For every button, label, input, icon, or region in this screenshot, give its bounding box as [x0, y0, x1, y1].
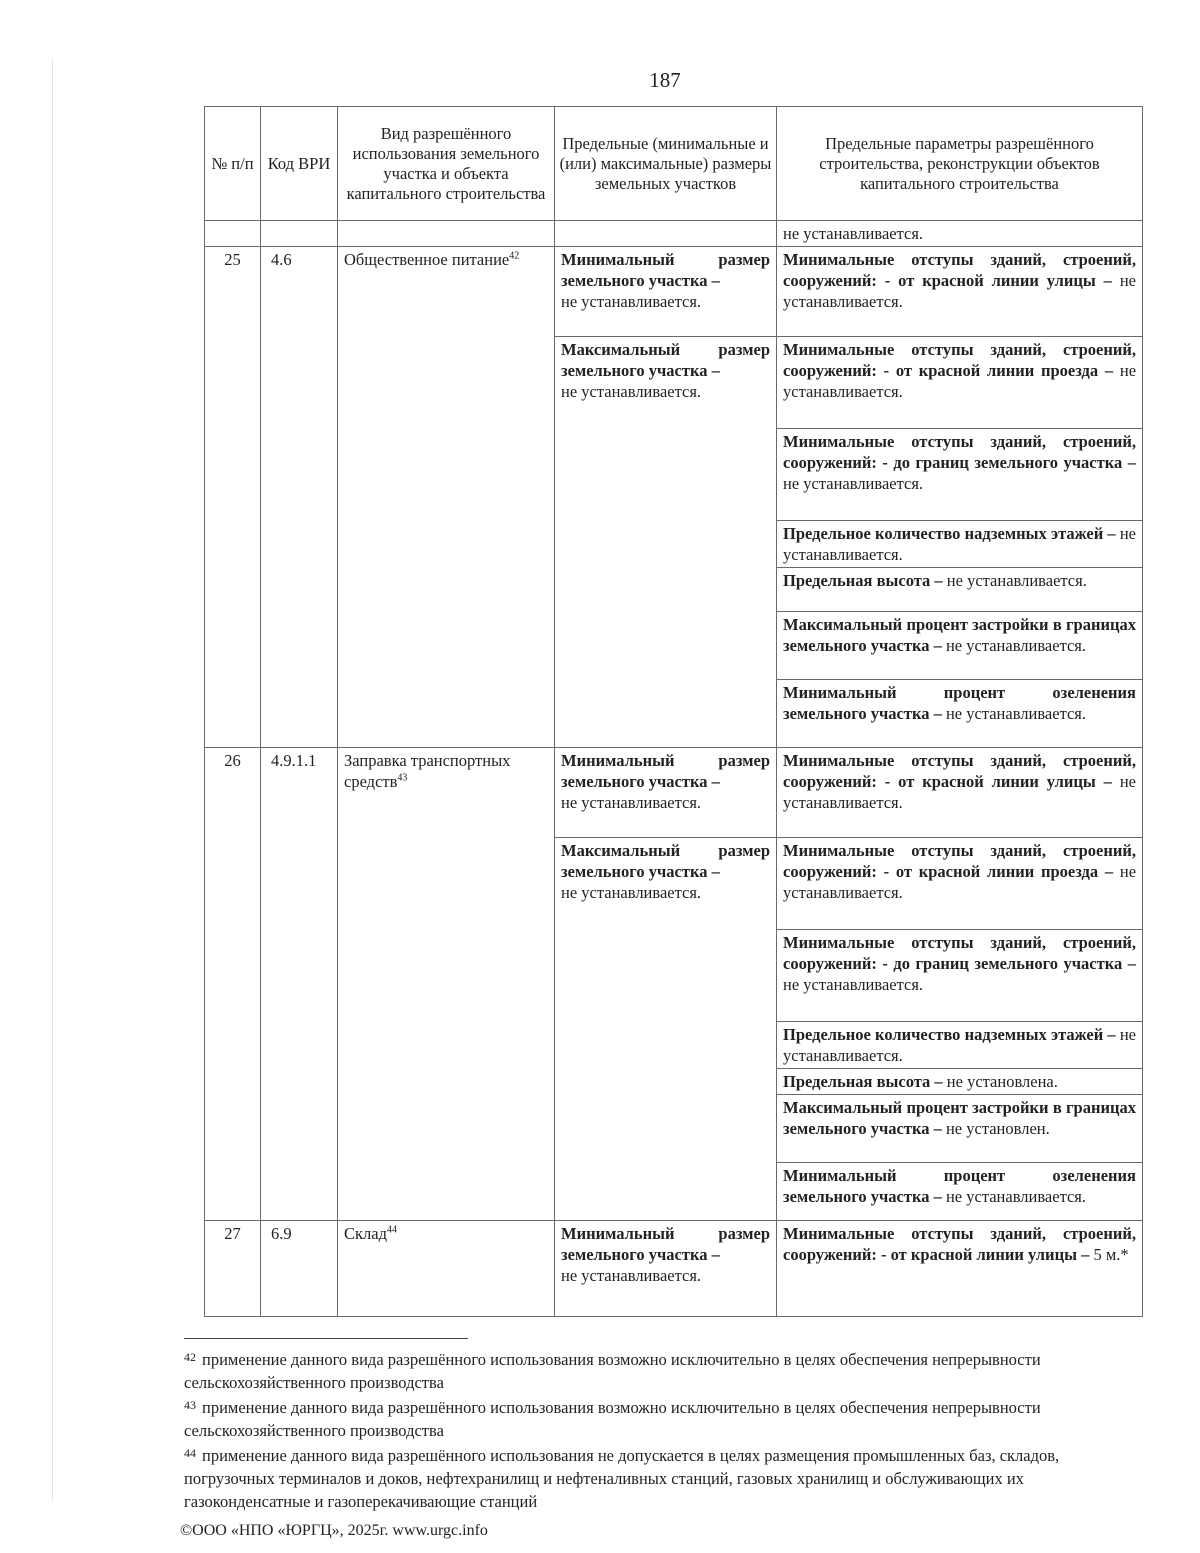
- parameter-label: Предельное количество надземных этажей –: [783, 524, 1116, 543]
- parameter-value: не устанавливается.: [945, 704, 1087, 723]
- max-size-value: не устанавливается.: [561, 382, 702, 401]
- min-size-label: Минимальный размер земельного участка –: [561, 1224, 770, 1264]
- header-code: Код ВРИ: [261, 107, 338, 221]
- use-type-name: Склад: [344, 1224, 387, 1243]
- row-use-type: [338, 247, 555, 748]
- parameter-cell: [777, 748, 1143, 838]
- min-size-label: Минимальный размер земельного участка –: [561, 250, 770, 290]
- max-size-cell: [555, 337, 777, 748]
- parameter-label: Минимальные отступы зданий, строений, сооружений: - от красной линии улицы –: [783, 250, 1136, 290]
- footnote: [184, 1348, 1104, 1394]
- table-row: [205, 1221, 1143, 1317]
- footnote: [184, 1396, 1104, 1442]
- table-row: [205, 748, 1143, 838]
- parameter-cell: [777, 521, 1143, 568]
- parameter-cell: [777, 247, 1143, 337]
- parameter-label: Максимальный процент застройки в границах земельного участка –: [783, 615, 1136, 655]
- parameter-label: Предельное количество надземных этажей –: [783, 1025, 1116, 1044]
- header-type: Вид разрешённого использования земельного участка и объекта капитального строительства: [338, 107, 555, 221]
- min-size-value: не устанавливается.: [561, 1266, 702, 1285]
- parameter-label: Минимальные отступы зданий, строений, сооружений: - до границ земельного участка –: [783, 933, 1136, 973]
- row-code: 4.6: [261, 247, 338, 748]
- carry-over-text: не устанавливается.: [777, 221, 1143, 247]
- parameter-cell: [777, 612, 1143, 680]
- min-size-cell: [555, 748, 777, 838]
- parameter-label: Минимальный процент озеленения земельного участка –: [783, 683, 1136, 723]
- zoning-parameters-table: [204, 106, 1143, 1317]
- footnotes: [184, 1348, 1104, 1515]
- parameter-label: Предельная высота –: [783, 1072, 943, 1091]
- parameter-value: 5 м.*: [1093, 1245, 1129, 1264]
- footnote-number: 42: [184, 1350, 196, 1364]
- parameter-value: не установлен.: [945, 1119, 1050, 1138]
- min-size-label: Минимальный размер земельного участка –: [561, 751, 770, 791]
- parameter-value: не устанавливается.: [945, 1187, 1087, 1206]
- footnote-text: применение данного вида разрешённого использования возможно исключительно в целях обеспечения непрерывности сельскохозяйственного производства: [184, 1350, 1041, 1392]
- footnote-ref: 43: [397, 772, 408, 784]
- parameter-value: не устанавливается.: [783, 361, 1137, 401]
- parameter-value: не устанавливается.: [783, 271, 1136, 311]
- parameter-label: Предельная высота –: [783, 571, 943, 590]
- page-number: 187: [649, 68, 681, 92]
- parameter-value: не устанавливается.: [946, 571, 1087, 590]
- parameter-cell: [777, 680, 1143, 748]
- parameter-cell: [777, 1069, 1143, 1095]
- header-sizes: Предельные (минимальные и (или) максимальные) размеры земельных участков: [555, 107, 777, 221]
- use-type-name: Общественное питание: [344, 250, 510, 269]
- parameter-value: не устанавливается.: [945, 636, 1087, 655]
- parameter-label: Минимальные отступы зданий, строений, сооружений: - от красной линии проезда –: [783, 340, 1136, 380]
- header-params: Предельные параметры разрешённого строительства, реконструкции объектов капитального строительства: [777, 107, 1143, 221]
- row-number: 26: [205, 748, 261, 1221]
- parameter-cell: [777, 1163, 1143, 1221]
- max-size-cell: [555, 838, 777, 1221]
- row-number: 25: [205, 247, 261, 748]
- table-body: [205, 247, 1143, 1317]
- row-code: 4.9.1.1: [261, 748, 338, 1221]
- parameter-value: не устанавливается.: [783, 474, 924, 493]
- header-num: № п/п: [205, 107, 261, 221]
- parameter-label: Минимальные отступы зданий, строений, сооружений: - от красной линии проезда –: [783, 841, 1136, 881]
- parameter-value: не устанавливается.: [783, 975, 924, 994]
- max-size-label: Максимальный размер земельного участка –: [561, 340, 770, 380]
- parameter-value: не устанавливается.: [783, 772, 1136, 812]
- parameter-label: Минимальные отступы зданий, строений, сооружений: - до границ земельного участка –: [783, 432, 1136, 472]
- parameter-value: не установлена.: [946, 1072, 1058, 1091]
- parameter-cell: [777, 930, 1143, 1022]
- footnote-text: применение данного вида разрешённого использования возможно исключительно в целях обеспечения непрерывности сельскохозяйственного производства: [184, 1398, 1041, 1440]
- footnote: [184, 1444, 1104, 1513]
- min-size-cell: [555, 247, 777, 337]
- parameter-cell: [777, 1095, 1143, 1163]
- parameter-label: Минимальные отступы зданий, строений, сооружений: - от красной линии улицы –: [783, 751, 1136, 791]
- parameter-cell: [777, 838, 1143, 930]
- row-number: 27: [205, 1221, 261, 1317]
- row-use-type: [338, 748, 555, 1221]
- parameter-cell: [777, 1022, 1143, 1069]
- use-type-name: Заправка транспортных средств: [344, 751, 511, 791]
- parameter-label: Минимальные отступы зданий, строений, сооружений: - от красной линии улицы –: [783, 1224, 1136, 1264]
- footnote-text: применение данного вида разрешённого использования не допускается в целях размещения промышленных баз, складов, погрузочных терминалов и доков, нефтехранилищ и нефтеналивных станций, газовых хранилищ и обслуживающих их газоконденсатные и газоперекачивающие станций: [184, 1446, 1060, 1511]
- parameter-label: Максимальный процент застройки в границах земельного участка –: [783, 1098, 1136, 1138]
- parameter-value: не устанавливается.: [783, 862, 1137, 902]
- parameter-cell: [777, 337, 1143, 429]
- footnote-ref: 42: [509, 250, 520, 262]
- table-header-row: [205, 107, 1143, 221]
- footnote-number: 43: [184, 1398, 196, 1412]
- parameter-value: не устанавливается.: [783, 1025, 1136, 1065]
- row-use-type: [338, 1221, 555, 1317]
- max-size-label: Максимальный размер земельного участка –: [561, 841, 770, 881]
- copyright: ©ООО «НПО «ЮРГЦ», 2025г. www.urgc.info: [180, 1522, 488, 1539]
- min-size-value: не устанавливается.: [561, 793, 702, 812]
- min-size-value: не устанавливается.: [561, 292, 702, 311]
- max-size-value: не устанавливается.: [561, 883, 702, 902]
- parameter-cell: [777, 1221, 1143, 1317]
- parameter-label: Минимальный процент озеленения земельного участка –: [783, 1166, 1136, 1206]
- parameter-cell: [777, 568, 1143, 612]
- footnote-number: 44: [184, 1446, 196, 1460]
- parameter-value: не устанавливается.: [783, 524, 1136, 564]
- row-code: 6.9: [261, 1221, 338, 1317]
- scan-edge-line: [52, 60, 53, 1500]
- parameter-cell: [777, 429, 1143, 521]
- carry-over-row: [205, 221, 1143, 247]
- min-size-cell: [555, 1221, 777, 1317]
- footnote-ref: 44: [386, 1224, 397, 1236]
- footnote-divider: [184, 1338, 468, 1339]
- table-row: [205, 247, 1143, 337]
